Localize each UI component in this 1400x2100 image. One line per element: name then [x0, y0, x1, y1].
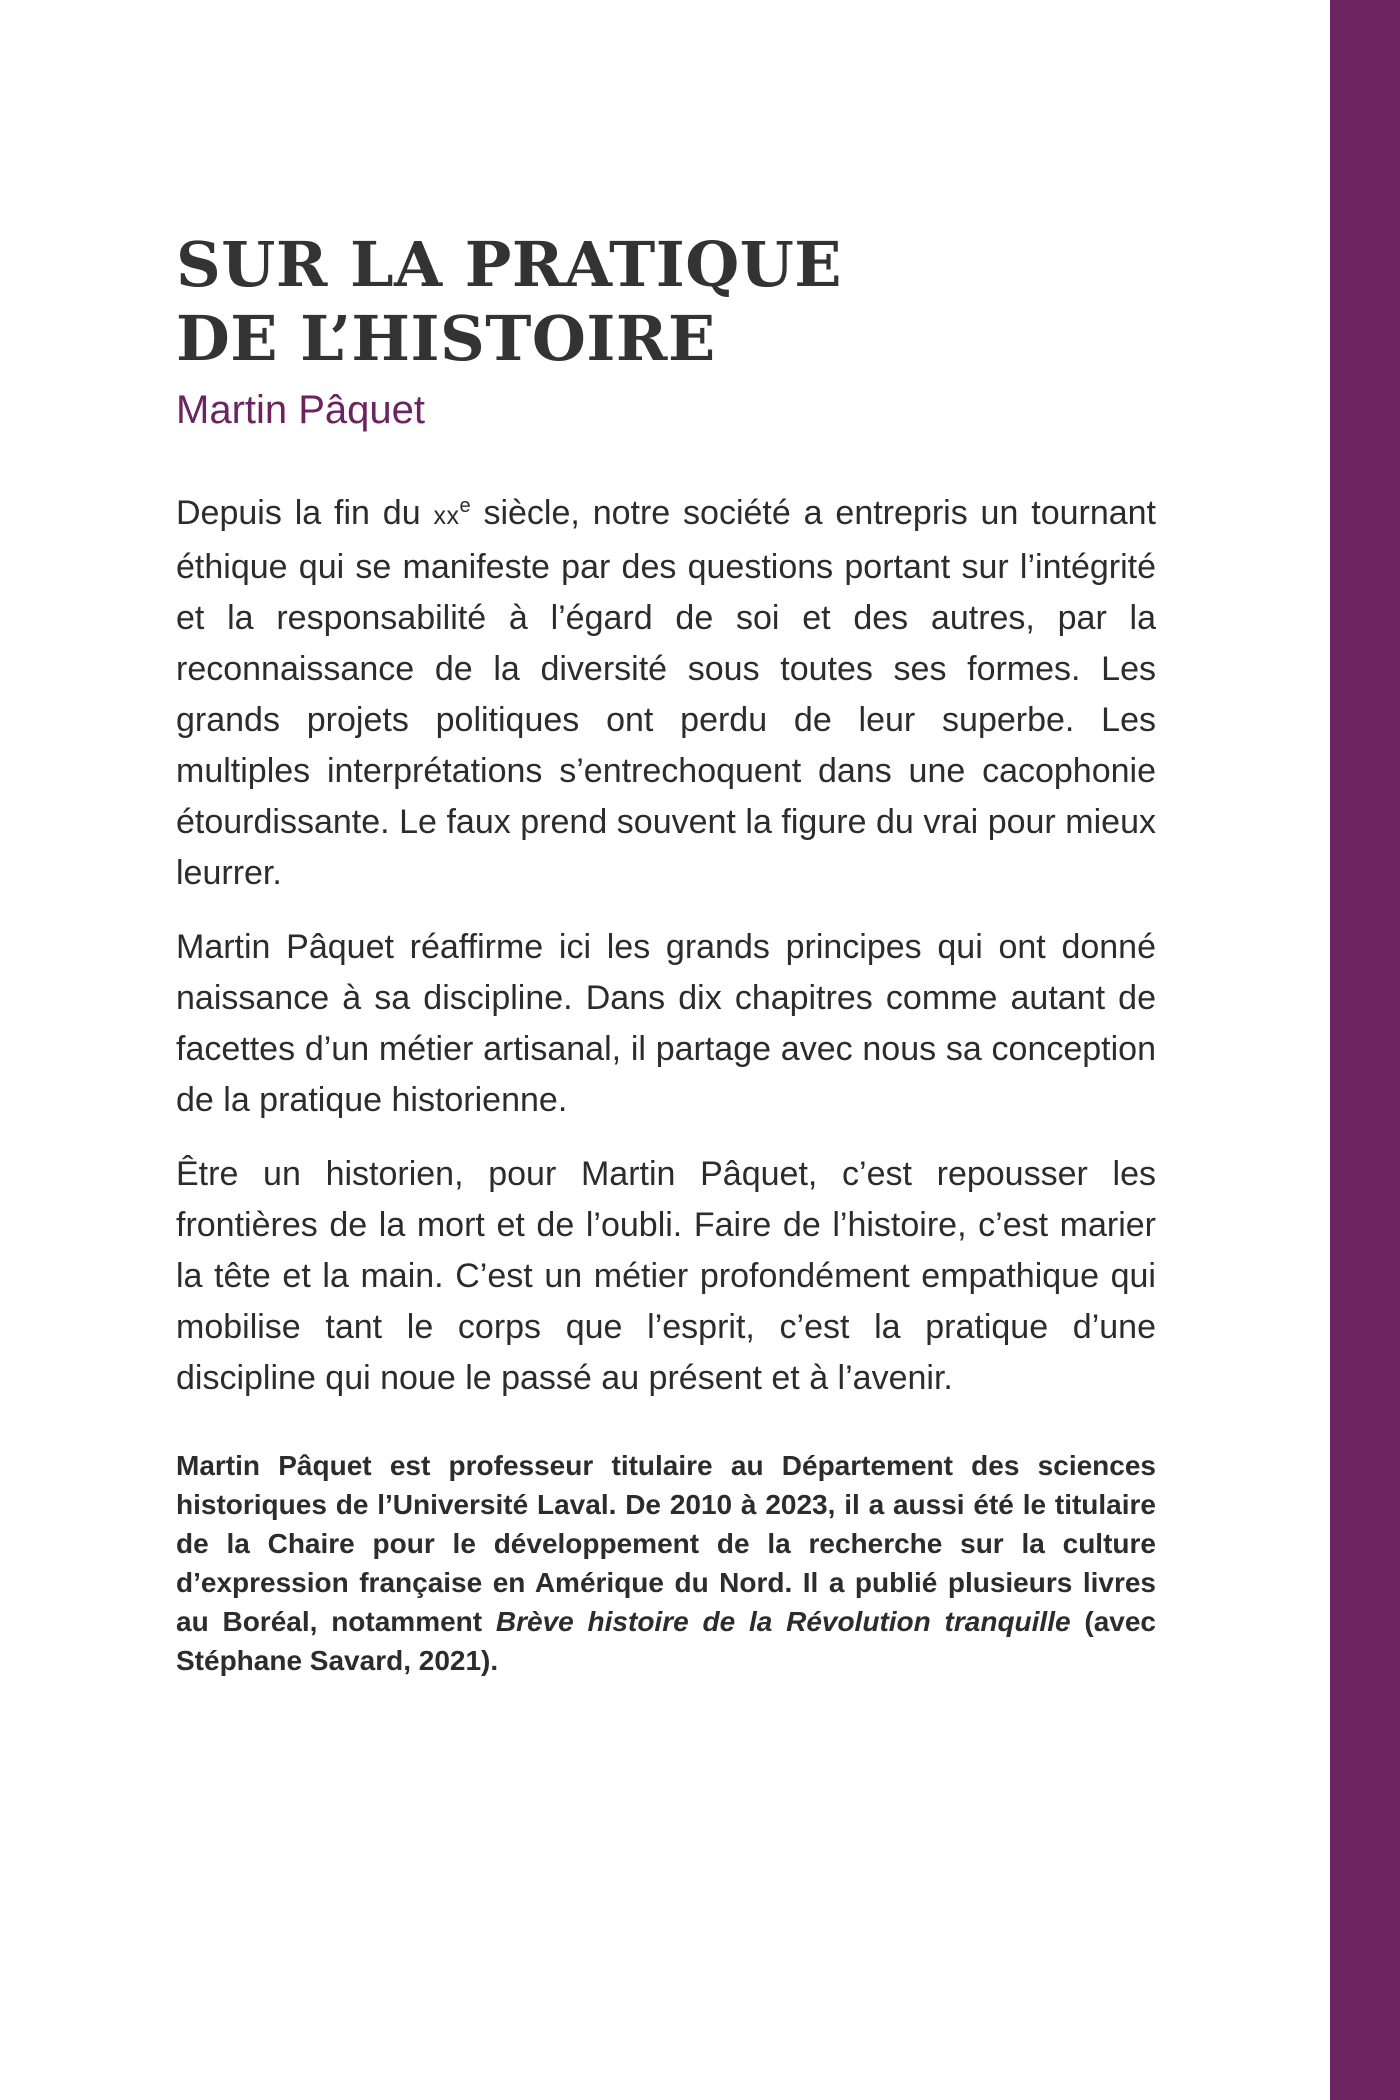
- blurb-paragraph-3: Être un historien, pour Martin Pâquet, c’est repousser les frontières de la mort et de l’oubli. Faire de l’histoire, c’est marier la tête et la main. C’est un métier profondément empathique qui mobilise tant le corps que l’esprit, c’est la pratique d’une discipline qui noue le passé au présent et à l’avenir.: [176, 1155, 1156, 1397]
- purple-side-band: [1330, 0, 1400, 2100]
- century-numeral: xx: [433, 502, 460, 530]
- bio-book-title: Brève histoire de la Révolution tranquille: [495, 1606, 1071, 1637]
- blurb-paragraph-2: Martin Pâquet réaffirme ici les grands principes qui ont donné naissance à sa discipline. Dans dix chapitres comme autant de facettes d’un métier artisanal, il partage avec nous sa conception de la pratique historienne.: [176, 928, 1156, 1119]
- book-title-line-1: SUR LA PRATIQUE: [176, 228, 843, 301]
- blurb-p1-start: Depuis la fin du: [176, 494, 434, 532]
- back-cover-content: [176, 228, 1156, 1680]
- blurb-p1-rest: siècle, notre société a entrepris un tournant éthique qui se manifeste par des questions portant sur l’intégrité et la responsabilité à l’égard de soi et des autres, par la reconnaissance de la diversité sous toutes ses formes. Les grands projets politiques ont perdu de leur superbe. Les multiples interprétations s’entrechoquent dans une cacophonie étourdissante. Le faux prend souvent la figure du vrai pour mieux leurrer.: [176, 494, 1157, 892]
- author-bio: [176, 1446, 1156, 1680]
- bio-text-before: Martin Pâquet est professeur titulaire au Département des sciences historiques de l’Université Laval. De 2010 à 2023, il a aussi été le titulaire de la Chaire pour le développement de la recherche sur la culture d’expression française en Amérique du Nord. Il a publié plusieurs livres au Boréal, notamment: [176, 1450, 1156, 1637]
- book-title-line-2: DE L’HISTOIRE: [176, 302, 716, 375]
- author-name: Martin Pâquet: [176, 388, 426, 432]
- bio-text-after: (avec Stéphane Savard, 2021).: [176, 1606, 1156, 1676]
- book-title: [176, 228, 1156, 376]
- century-superscript: e: [459, 495, 471, 517]
- blurb-paragraph-1: [176, 488, 1156, 899]
